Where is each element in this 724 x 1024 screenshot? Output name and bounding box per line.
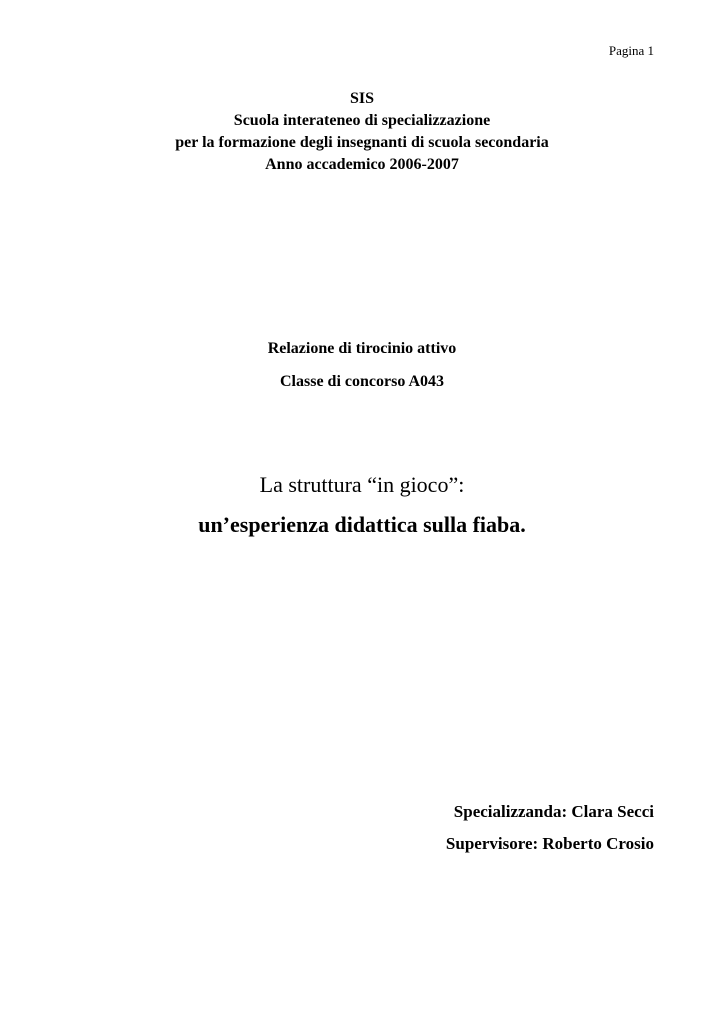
header-school-name: Scuola interateneo di specializzazione bbox=[233, 112, 491, 129]
report-class: Classe di concorso A043 bbox=[280, 373, 444, 390]
credit-student: Specializzanda: Clara Secci bbox=[453, 802, 654, 821]
header-academic-year: Anno accademico 2006-2007 bbox=[265, 156, 459, 173]
page-number: Pagina 1 bbox=[608, 43, 654, 58]
institution-header bbox=[0, 88, 724, 176]
header-school-purpose: per la formazione degli insegnanti di scuola secondaria bbox=[175, 134, 549, 151]
credit-supervisor: Supervisore: Roberto Crosio bbox=[445, 834, 654, 853]
title-subtitle: un’esperienza didattica sulla fiaba. bbox=[198, 512, 526, 537]
title-main: La struttura “in gioco”: bbox=[259, 472, 465, 497]
report-type: Relazione di tirocinio attivo bbox=[267, 340, 457, 357]
header-acronym: SIS bbox=[349, 90, 375, 107]
credits-block bbox=[446, 802, 654, 854]
